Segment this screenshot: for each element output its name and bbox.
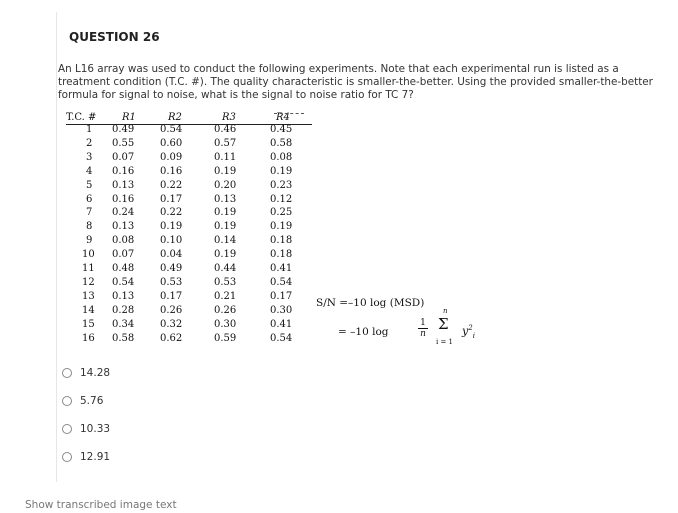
table-cell-r4: 0.30 bbox=[270, 304, 293, 316]
header-dash bbox=[274, 113, 304, 114]
table-cell-r1: 0.24 bbox=[112, 207, 135, 219]
table-cell-r3: 0.26 bbox=[214, 304, 237, 316]
table-cell-tc: 6 bbox=[86, 193, 93, 205]
table-cell-r3: 0.14 bbox=[214, 235, 237, 247]
table-cell-r4: 0.58 bbox=[270, 137, 293, 149]
table-cell-r1: 0.13 bbox=[112, 179, 135, 191]
table-cell-tc: 1 bbox=[86, 124, 93, 135]
table-cell-r2: 0.53 bbox=[160, 276, 183, 288]
table-cell-r3: 0.59 bbox=[214, 332, 237, 344]
table-cell-r1: 0.07 bbox=[112, 151, 135, 163]
fraction-numerator: 1 bbox=[418, 318, 428, 329]
table-cell-r3: 0.11 bbox=[214, 151, 237, 163]
option-label: 14.28 bbox=[80, 367, 111, 379]
table-cell-r1: 0.13 bbox=[112, 290, 135, 302]
table-cell-r1: 0.34 bbox=[112, 318, 135, 330]
table-cell-r2: 0.26 bbox=[160, 304, 183, 316]
table-cell-tc: 10 bbox=[82, 249, 95, 261]
question-text: An L16 array was used to conduct the following experiments. Note that each experimental run is listed as a treatment condition (T.C. #). The quality characteristic is smaller-the-better. Using the provided smaller-the-better formula for signal to noise, what is the signal to noise ratio for TC 7? bbox=[58, 63, 653, 101]
term-superscript: 2 bbox=[468, 324, 473, 332]
table-cell-tc: 13 bbox=[82, 290, 95, 302]
formula-line-2: = –10 log bbox=[338, 326, 389, 338]
table-cell-tc: 14 bbox=[82, 304, 95, 316]
table-cell-r2: 0.32 bbox=[160, 318, 183, 330]
table-cell-r2: 0.16 bbox=[160, 165, 183, 177]
fraction-denominator: n bbox=[420, 329, 426, 339]
table-cell-r4: 0.41 bbox=[270, 318, 293, 330]
sigma-lower-limit: i = 1 bbox=[436, 338, 454, 346]
table-cell-tc: 12 bbox=[82, 276, 95, 288]
option-label: 12.91 bbox=[80, 451, 111, 463]
table-cell-r4: 0.54 bbox=[270, 332, 293, 344]
table-cell-tc: 11 bbox=[82, 263, 95, 274]
table-cell-r4: 0.23 bbox=[270, 179, 293, 191]
table-cell-r3: 0.19 bbox=[214, 207, 237, 219]
option-label: 10.33 bbox=[80, 423, 111, 435]
table-cell-r2: 0.17 bbox=[160, 193, 183, 205]
table-cell-tc: 9 bbox=[86, 235, 93, 247]
table-cell-r2: 0.17 bbox=[160, 290, 183, 302]
table-cell-r4: 0.17 bbox=[270, 290, 293, 302]
radio-button[interactable] bbox=[62, 368, 72, 378]
table-cell-r2: 0.60 bbox=[160, 137, 183, 149]
table-cell-r3: 0.13 bbox=[214, 193, 237, 205]
table-cell-r3: 0.53 bbox=[214, 276, 237, 288]
sigma-upper-limit: n bbox=[443, 307, 448, 315]
question-title: QUESTION 26 bbox=[69, 30, 160, 44]
table-cell-tc: 8 bbox=[86, 221, 93, 233]
table-cell-r4: 0.19 bbox=[270, 221, 293, 233]
table-cell-r3: 0.57 bbox=[214, 137, 237, 149]
table-cell-r1: 0.54 bbox=[112, 276, 135, 288]
table-cell-tc: 3 bbox=[86, 151, 93, 163]
table-cell-tc: 7 bbox=[86, 207, 93, 219]
table-cell-r1: 0.49 bbox=[112, 124, 135, 135]
formula-line-1: S/N =–10 log (MSD) bbox=[316, 297, 425, 309]
table-cell-r3: 0.20 bbox=[214, 179, 237, 191]
table-cell-r1: 0.58 bbox=[112, 332, 135, 344]
table-cell-r4: 0.18 bbox=[270, 235, 293, 247]
radio-button[interactable] bbox=[62, 452, 72, 462]
show-transcribed-link[interactable]: Show transcribed image text bbox=[25, 499, 177, 511]
table-cell-r2: 0.10 bbox=[160, 235, 183, 247]
table-cell-tc: 2 bbox=[86, 137, 93, 149]
header-r3: R3 bbox=[222, 112, 236, 123]
table-cell-r3: 0.44 bbox=[214, 263, 237, 274]
table-cell-r1: 0.48 bbox=[112, 263, 135, 274]
sigma-symbol: Σ bbox=[438, 315, 449, 333]
table-cell-r1: 0.55 bbox=[112, 137, 135, 149]
table-cell-r4: 0.25 bbox=[270, 207, 293, 219]
table-cell-tc: 15 bbox=[82, 318, 95, 330]
formula-fraction bbox=[418, 318, 428, 339]
table-cell-r4: 0.41 bbox=[270, 263, 293, 274]
table-cell-r3: 0.30 bbox=[214, 318, 237, 330]
header-tc: T.C. # bbox=[66, 112, 97, 123]
table-cell-r3: 0.19 bbox=[214, 221, 237, 233]
table-cell-r3: 0.46 bbox=[214, 124, 237, 135]
option-b[interactable] bbox=[62, 395, 103, 407]
table-cell-r4: 0.08 bbox=[270, 151, 293, 163]
table-cell-r1: 0.28 bbox=[112, 304, 135, 316]
term-base: y bbox=[462, 324, 469, 338]
header-r4: R4 bbox=[276, 112, 290, 123]
table-cell-r4: 0.18 bbox=[270, 249, 293, 261]
table-cell-r1: 0.07 bbox=[112, 249, 135, 261]
table-cell-r3: 0.19 bbox=[214, 165, 237, 177]
term-subscript: i bbox=[472, 331, 475, 340]
table-cell-r2: 0.22 bbox=[160, 179, 183, 191]
table-cell-r2: 0.49 bbox=[160, 263, 183, 274]
table-cell-r2: 0.09 bbox=[160, 151, 183, 163]
option-d[interactable] bbox=[62, 451, 110, 463]
table-cell-tc: 16 bbox=[82, 332, 95, 344]
table-cell-r4: 0.54 bbox=[270, 276, 293, 288]
radio-button[interactable] bbox=[62, 424, 72, 434]
header-r1: R1 bbox=[122, 112, 136, 123]
header-r2: R2 bbox=[168, 112, 182, 123]
table-cell-tc: 5 bbox=[86, 179, 93, 191]
table-cell-tc: 4 bbox=[86, 165, 93, 177]
table-cell-r1: 0.13 bbox=[112, 221, 135, 233]
table-cell-r2: 0.22 bbox=[160, 207, 183, 219]
table-cell-r4: 0.45 bbox=[270, 124, 293, 135]
table-cell-r2: 0.19 bbox=[160, 221, 183, 233]
option-label: 5.76 bbox=[80, 395, 104, 407]
radio-button[interactable] bbox=[62, 396, 72, 406]
table-cell-r4: 0.12 bbox=[270, 193, 293, 205]
table-cell-r1: 0.16 bbox=[112, 165, 135, 177]
table-cell-r1: 0.08 bbox=[112, 235, 135, 247]
table-cell-r2: 0.62 bbox=[160, 332, 183, 344]
table-cell-r4: 0.19 bbox=[270, 165, 293, 177]
option-c[interactable] bbox=[62, 423, 110, 435]
formula-term bbox=[462, 324, 475, 340]
option-a[interactable] bbox=[62, 367, 110, 379]
table-cell-r3: 0.19 bbox=[214, 249, 237, 261]
table-cell-r1: 0.16 bbox=[112, 193, 135, 205]
table-cell-r3: 0.21 bbox=[214, 290, 237, 302]
table-cell-r2: 0.54 bbox=[160, 124, 183, 135]
table-cell-r2: 0.04 bbox=[160, 249, 183, 261]
